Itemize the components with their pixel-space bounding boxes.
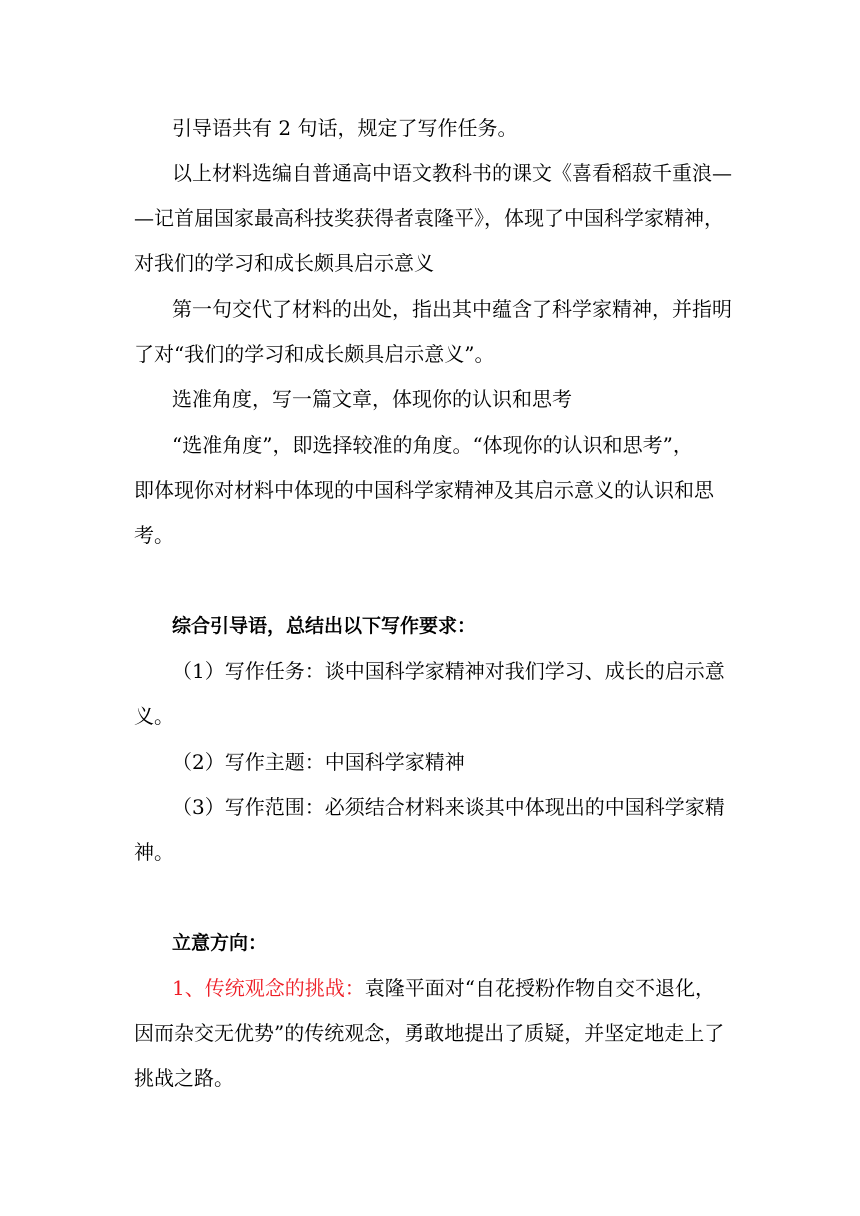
- direction-1-line-1: [172, 974, 732, 1002]
- summary-heading: 综合引导语，总结出以下写作要求：: [172, 615, 477, 637]
- direction-1-line-3: 挑战之路。: [134, 1066, 234, 1090]
- second-sentence-quote: 选准角度，写一篇文章，体现你的认识和思考: [172, 387, 572, 411]
- requirement-scope-line-1: （3）写作范围：必须结合材料来谈其中体现出的中国科学家精: [172, 795, 725, 819]
- second-sentence-analysis-line-2: 即体现你对材料中体现的中国科学家精神及其启示意义的认识和思: [134, 478, 714, 502]
- direction-heading: 立意方向：: [172, 932, 268, 954]
- first-sentence-analysis-line-2: 了对“我们的学习和成长颇具启示意义”。: [134, 342, 495, 366]
- intro-sentence-count: 引导语共有 2 句话，规定了写作任务。: [172, 116, 518, 140]
- second-sentence-analysis-line-3: 考。: [134, 523, 174, 547]
- direction-1-label: 1、传统观念的挑战：: [172, 976, 365, 1000]
- second-sentence-analysis-line-1: “选准角度”，即选择较准的角度。“体现你的认识和思考”，: [172, 433, 693, 457]
- material-source-line-2: —记首届国家最高科技奖获得者袁隆平》，体现了中国科学家精神，: [134, 206, 724, 230]
- first-sentence-analysis-line-1: 第一句交代了材料的出处，指出其中蕴含了科学家精神，并指明: [172, 297, 732, 321]
- direction-1-text-start: 袁隆平面对“自花授粉作物自交不退化，: [364, 976, 715, 1000]
- material-source-line-1: 以上材料选编自普通高中语文教科书的课文《喜看稻菽千重浪—: [172, 161, 732, 185]
- material-source-line-3: 对我们的学习和成长颇具启示意义: [134, 251, 434, 275]
- requirement-theme: （2）写作主题：中国科学家精神: [172, 750, 465, 774]
- requirement-task-line-2: 义。: [134, 704, 174, 728]
- direction-1-line-2: 因而杂交无优势”的传统观念，勇敢地提出了质疑，并坚定地走上了: [134, 1021, 725, 1045]
- requirement-scope-line-2: 神。: [134, 840, 174, 864]
- requirement-task-line-1: （1）写作任务：谈中国科学家精神对我们学习、成长的启示意: [172, 659, 725, 683]
